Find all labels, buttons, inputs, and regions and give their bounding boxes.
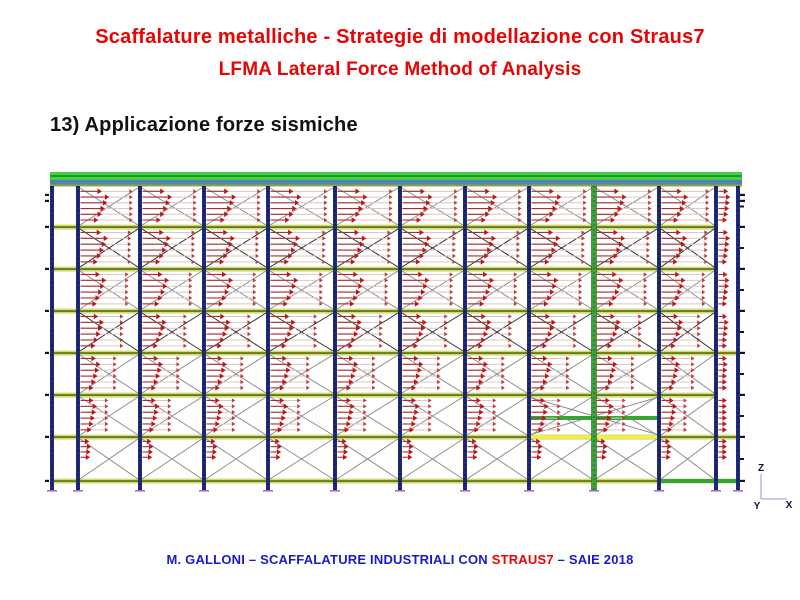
footer-prefix: M. GALLONI – SCAFFALATURE INDUSTRIALI CON: [166, 552, 492, 567]
top-cap-beams: [50, 172, 742, 187]
footer-suffix: – SAIE 2018: [553, 552, 634, 567]
section-heading: 13) Applicazione forze sismiche: [50, 114, 358, 136]
axis-label-z: Z: [757, 463, 765, 474]
axis-label-x: X: [785, 500, 793, 511]
shelf-beams: [52, 225, 738, 484]
axis-label-y: Y: [753, 501, 761, 512]
footer-credit: [0, 552, 800, 567]
axis-triad: [754, 463, 793, 512]
title-line-2: LFMA Lateral Force Method of Analysis: [218, 59, 582, 80]
footer-straus7: STRAUS7: [491, 552, 554, 567]
title-line-1: Scaffalature metalliche - Strategie di modellazione con Straus7: [95, 26, 705, 48]
special-bay: [529, 397, 738, 483]
